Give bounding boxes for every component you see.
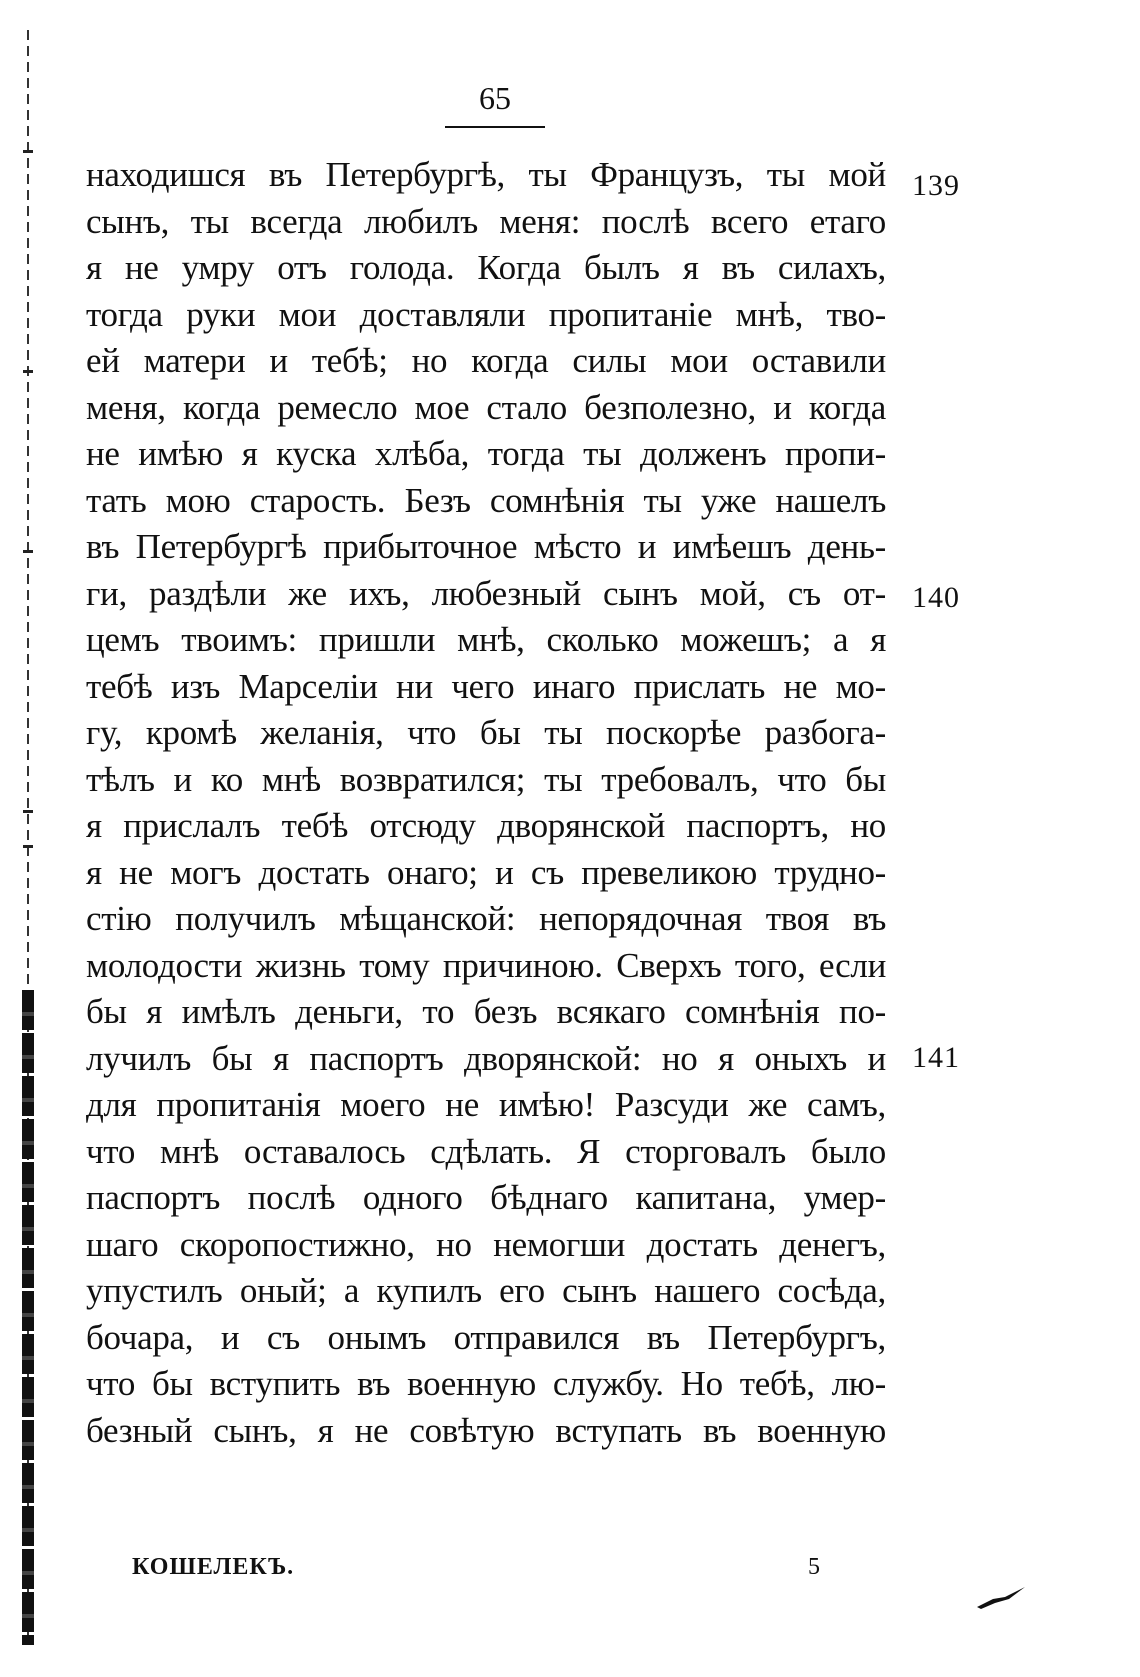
binding-speck [23,150,33,153]
text-line: ей матери и тебѣ; но когда силы мои оставили [86,341,886,380]
text-line: находишся въ Петербургѣ, ты Французъ, ты мой [86,155,886,194]
text-line: что бы вступить въ военную службу. Но тебѣ, лю- [86,1364,886,1403]
text-line: цемъ твоимъ: пришли мнѣ, сколько можешъ; а я [86,620,886,659]
signature-mark: 5 [808,1554,820,1580]
text-line: тать мою старость. Безъ сомнѣнія ты уже нашелъ [86,480,886,520]
binding-speck [23,550,33,553]
page-header [445,78,545,118]
text-line: лучилъ бы я паспортъ дворянской: но я оныхъ и [86,1038,886,1078]
text-line: бы я имѣлъ деньги, то безъ всякаго сомнѣнія по- [86,992,886,1031]
page-number: 65 [479,80,511,116]
text-line: что мнѣ оставалось сдѣлать. Я сторговалъ было [86,1131,886,1171]
text-line: я не могъ достать онаго; и съ превеликою трудно- [86,852,886,892]
text-line: бочара, и съ онымъ отправился въ Петербургъ, [86,1317,886,1357]
header-rule [445,126,545,128]
body-text [86,152,886,1454]
margin-line-number: 139 [912,169,960,202]
text-line: тебѣ изъ Марселіи ни чего инаго прислать не мо- [86,666,886,706]
margin-line-number: 140 [912,581,960,614]
text-line: молодости жизнь тому причиною. Сверхъ того, если [86,945,886,985]
ink-blot-icon [975,1585,1027,1611]
text-line: паспортъ послѣ одного бѣднаго капитана, умер- [86,1178,886,1217]
binding-thick-rule [22,990,34,1645]
margin-line-number: 141 [912,1041,960,1074]
binding-speck [23,810,33,813]
text-line: для пропитанія моего не имѣю! Разсуди же самъ, [86,1085,886,1124]
text-line: въ Петербургѣ прибыточное мѣсто и имѣешъ день- [86,527,886,566]
text-line: упустилъ оный; а купилъ его сынъ нашего сосѣда, [86,1271,886,1310]
text-line: безный сынъ, я не совѣтую вступать въ военную [86,1410,886,1450]
text-line: тѣлъ и ко мнѣ возвратился; ты требовалъ, что бы [86,759,886,799]
text-line: тогда руки мои доставляли пропитаніе мнѣ, тво- [86,294,886,334]
text-line: гу, кромѣ желанія, что бы ты поскорѣе разбога- [86,713,886,752]
text-line: я не умру отъ голода. Когда былъ я въ силахъ, [86,248,886,287]
text-line: ги, раздѣли же ихъ, любезный сынъ мой, съ от- [86,573,886,613]
binding-speck [23,370,33,373]
running-footer-title: КОШЕЛЕКЪ. [132,1554,295,1580]
text-line: я прислалъ тебѣ отсюду дворянской паспортъ, но [86,806,886,845]
text-line: стію получилъ мѣщанской: непорядочная твоя въ [86,899,886,938]
text-line: шаго скоропостижно, но немогши достать денегъ, [86,1224,886,1264]
text-line: не имѣю я куска хлѣба, тогда ты долженъ пропи- [86,434,886,473]
text-line: меня, когда ремесло мое стало безполезно, и когда [86,387,886,427]
binding-speck [23,845,33,848]
text-line: сынъ, ты всегда любилъ меня: послѣ всего етаго [86,201,886,241]
scanned-binding-edge [22,30,36,1645]
